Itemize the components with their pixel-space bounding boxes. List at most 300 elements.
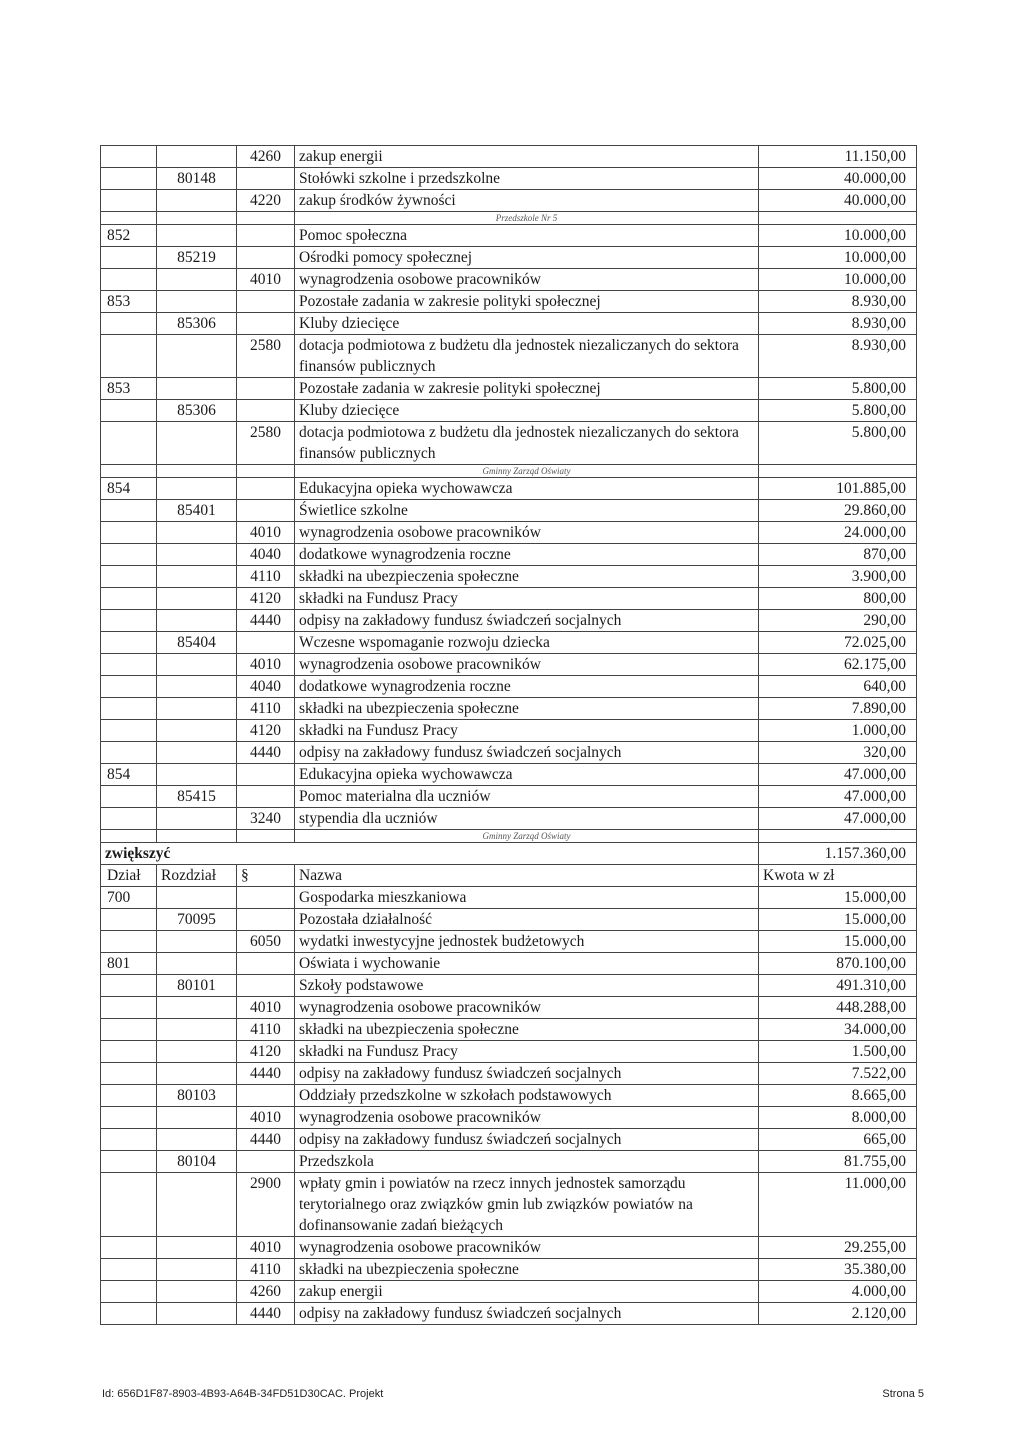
chapter-cell: 80104 [157,1151,237,1173]
chapter-cell [157,997,237,1019]
paragraph-cell [237,478,295,500]
amount-cell: 47.000,00 [759,786,917,808]
division-cell [101,1107,157,1129]
paragraph-cell [237,632,295,654]
paragraph-cell: 4040 [237,676,295,698]
chapter-cell: 85219 [157,247,237,269]
paragraph-cell [237,953,295,975]
name-cell: składki na Fundusz Pracy [295,720,759,742]
amount-cell: 640,00 [759,676,917,698]
increase-label: zwiększyć [101,843,759,865]
paragraph-cell: 4110 [237,698,295,720]
division-cell [101,190,157,212]
division-cell [101,909,157,931]
amount-cell: 491.310,00 [759,975,917,997]
name-cell: Kluby dziecięce [295,313,759,335]
name-cell: dotacja podmiotowa z budżetu dla jednostek niezaliczanych do sektora finansów publicznych [295,422,759,465]
division-cell [101,1281,157,1303]
division-cell [101,400,157,422]
amount-cell: 800,00 [759,588,917,610]
division-cell [101,720,157,742]
table-row [101,588,917,610]
division-cell: 854 [101,478,157,500]
table-row [101,808,917,830]
table-row [101,478,917,500]
name-cell: składki na ubezpieczenia społeczne [295,698,759,720]
name-cell: odpisy na zakładowy fundusz świadczeń socjalnych [295,610,759,632]
division-cell: 801 [101,953,157,975]
increase-total: 1.157.360,00 [759,843,917,865]
amount-cell: 4.000,00 [759,1281,917,1303]
note-spacer [237,212,295,225]
table-row [101,1129,917,1151]
name-cell: składki na Fundusz Pracy [295,588,759,610]
table-row [101,887,917,909]
name-cell: Edukacyjna opieka wychowawcza [295,478,759,500]
paragraph-cell: 4440 [237,742,295,764]
table-row [101,1237,917,1259]
paragraph-cell: 2580 [237,335,295,378]
unit-note: Przedszkole Nr 5 [295,212,759,225]
amount-cell: 10.000,00 [759,225,917,247]
name-cell: składki na ubezpieczenia społeczne [295,1019,759,1041]
table-row [101,1151,917,1173]
table-row [101,997,917,1019]
amount-cell: 15.000,00 [759,909,917,931]
note-spacer [759,830,917,843]
amount-cell: 1.500,00 [759,1041,917,1063]
division-cell [101,698,157,720]
amount-cell: 35.380,00 [759,1259,917,1281]
division-cell [101,786,157,808]
table-row [101,500,917,522]
table-row [101,1259,917,1281]
unit-note-row [101,830,917,843]
paragraph-cell: 4120 [237,720,295,742]
chapter-cell [157,931,237,953]
amount-cell: 15.000,00 [759,931,917,953]
table-row [101,720,917,742]
paragraph-cell [237,1151,295,1173]
division-cell [101,997,157,1019]
chapter-cell [157,544,237,566]
division-cell [101,931,157,953]
division-cell [101,544,157,566]
chapter-cell [157,742,237,764]
paragraph-cell [237,247,295,269]
amount-cell: 81.755,00 [759,1151,917,1173]
amount-cell: 40.000,00 [759,190,917,212]
note-spacer [101,830,157,843]
name-cell: odpisy na zakładowy fundusz świadczeń socjalnych [295,1303,759,1325]
chapter-cell [157,566,237,588]
chapter-cell: 85306 [157,400,237,422]
division-cell [101,269,157,291]
name-cell: dotacja podmiotowa z budżetu dla jednostek niezaliczanych do sektora finansów publicznych [295,335,759,378]
table-row [101,786,917,808]
name-cell: wydatki inwestycyjne jednostek budżetowych [295,931,759,953]
budget-table [100,145,917,1325]
amount-cell: 40.000,00 [759,168,917,190]
name-cell: odpisy na zakładowy fundusz świadczeń socjalnych [295,1129,759,1151]
name-cell: stypendia dla uczniów [295,808,759,830]
chapter-cell [157,146,237,168]
amount-cell: 7.522,00 [759,1063,917,1085]
paragraph-cell: 4260 [237,146,295,168]
chapter-cell [157,378,237,400]
chapter-cell: Rozdział [157,865,237,887]
paragraph-cell: 4010 [237,1237,295,1259]
chapter-cell: 80101 [157,975,237,997]
table-row [101,975,917,997]
amount-cell: 8.665,00 [759,1085,917,1107]
table-row [101,698,917,720]
chapter-cell [157,1173,237,1237]
paragraph-cell: 4010 [237,269,295,291]
amount-cell: 101.885,00 [759,478,917,500]
name-cell: dodatkowe wynagrodzenia roczne [295,544,759,566]
name-cell: wynagrodzenia osobowe pracowników [295,654,759,676]
amount-cell: 62.175,00 [759,654,917,676]
division-cell [101,1237,157,1259]
division-cell: 853 [101,378,157,400]
chapter-cell [157,953,237,975]
paragraph-cell [237,313,295,335]
paragraph-cell: 4440 [237,1063,295,1085]
paragraph-cell [237,764,295,786]
division-cell [101,808,157,830]
division-cell [101,610,157,632]
unit-note: Gminny Zarząd Oświaty [295,830,759,843]
amount-cell: 10.000,00 [759,269,917,291]
division-cell [101,1041,157,1063]
name-cell: wynagrodzenia osobowe pracowników [295,522,759,544]
division-cell [101,313,157,335]
paragraph-cell [237,887,295,909]
table-row [101,522,917,544]
name-cell: zakup energii [295,146,759,168]
chapter-cell: 80148 [157,168,237,190]
name-cell: wynagrodzenia osobowe pracowników [295,1107,759,1129]
name-cell: wynagrodzenia osobowe pracowników [295,269,759,291]
table-row [101,654,917,676]
paragraph-cell [237,975,295,997]
amount-cell: 29.860,00 [759,500,917,522]
division-cell [101,1173,157,1237]
paragraph-cell [237,400,295,422]
division-cell [101,1151,157,1173]
chapter-cell [157,478,237,500]
chapter-cell [157,225,237,247]
chapter-cell [157,764,237,786]
table-row [101,544,917,566]
amount-cell: 8.930,00 [759,335,917,378]
unit-note: Gminny Zarząd Oświaty [295,465,759,478]
paragraph-cell: 4110 [237,566,295,588]
name-cell: Oświata i wychowanie [295,953,759,975]
paragraph-cell [237,1085,295,1107]
division-cell [101,566,157,588]
division-cell: 700 [101,887,157,909]
name-cell: Kluby dziecięce [295,400,759,422]
table-row [101,1063,917,1085]
amount-cell: 15.000,00 [759,887,917,909]
table-row [101,566,917,588]
chapter-cell [157,190,237,212]
chapter-cell: 85415 [157,786,237,808]
table-row [101,247,917,269]
chapter-cell [157,887,237,909]
paragraph-cell: 2900 [237,1173,295,1237]
name-cell: wynagrodzenia osobowe pracowników [295,997,759,1019]
paragraph-cell: 4260 [237,1281,295,1303]
amount-cell: 34.000,00 [759,1019,917,1041]
paragraph-cell: 4010 [237,522,295,544]
amount-cell: 47.000,00 [759,808,917,830]
name-cell: Wczesne wspomaganie rozwoju dziecka [295,632,759,654]
name-cell: zakup środków żywności [295,190,759,212]
unit-note-row [101,212,917,225]
paragraph-cell: 2580 [237,422,295,465]
amount-cell: 10.000,00 [759,247,917,269]
division-cell [101,975,157,997]
amount-cell: 665,00 [759,1129,917,1151]
unit-note-row [101,465,917,478]
division-cell [101,742,157,764]
page-number: Strona 5 [882,1388,924,1400]
division-cell [101,1259,157,1281]
chapter-cell [157,1237,237,1259]
chapter-cell: 85306 [157,313,237,335]
paragraph-cell: 4220 [237,190,295,212]
note-spacer [237,830,295,843]
note-spacer [157,830,237,843]
table-row [101,146,917,168]
chapter-cell [157,1107,237,1129]
name-cell: składki na ubezpieczenia społeczne [295,1259,759,1281]
amount-cell: 11.150,00 [759,146,917,168]
table-row [101,400,917,422]
note-spacer [157,212,237,225]
chapter-cell: 85401 [157,500,237,522]
paragraph-cell [237,168,295,190]
paragraph-cell [237,786,295,808]
chapter-cell [157,1259,237,1281]
amount-cell: 8.000,00 [759,1107,917,1129]
note-spacer [157,465,237,478]
note-spacer [101,465,157,478]
chapter-cell: 70095 [157,909,237,931]
name-cell: wpłaty gmin i powiatów na rzecz innych jednostek samorządu terytorialnego oraz związków gmin lub związków powiatów na dofinansowanie zadań bieżących [295,1173,759,1237]
name-cell: Pomoc społeczna [295,225,759,247]
table-row [101,335,917,378]
paragraph-cell: 4440 [237,1303,295,1325]
name-cell: Pozostała działalność [295,909,759,931]
paragraph-cell: 4120 [237,1041,295,1063]
paragraph-cell: 4040 [237,544,295,566]
paragraph-cell [237,500,295,522]
division-cell [101,588,157,610]
chapter-cell [157,422,237,465]
table-row [101,953,917,975]
paragraph-cell [237,291,295,313]
division-cell [101,146,157,168]
amount-cell: 320,00 [759,742,917,764]
amount-cell: 5.800,00 [759,422,917,465]
note-spacer [101,212,157,225]
table-header-row [101,865,917,887]
amount-cell: 47.000,00 [759,764,917,786]
division-cell [101,1303,157,1325]
table-row [101,291,917,313]
paragraph-cell: § [237,865,295,887]
amount-cell: 1.000,00 [759,720,917,742]
division-cell [101,247,157,269]
amount-cell: 290,00 [759,610,917,632]
amount-cell: 24.000,00 [759,522,917,544]
table-row [101,632,917,654]
name-cell: składki na ubezpieczenia społeczne [295,566,759,588]
chapter-cell [157,1281,237,1303]
paragraph-cell [237,378,295,400]
table-row [101,610,917,632]
amount-cell: 448.288,00 [759,997,917,1019]
name-cell: wynagrodzenia osobowe pracowników [295,1237,759,1259]
note-spacer [759,465,917,478]
paragraph-cell: 4120 [237,588,295,610]
table-row [101,225,917,247]
name-cell: Stołówki szkolne i przedszkolne [295,168,759,190]
paragraph-cell: 4010 [237,1107,295,1129]
division-cell [101,422,157,465]
paragraph-cell: 4440 [237,610,295,632]
table-row [101,764,917,786]
division-cell [101,654,157,676]
chapter-cell [157,698,237,720]
table-row [101,1281,917,1303]
division-cell [101,168,157,190]
name-cell: Pomoc materialna dla uczniów [295,786,759,808]
chapter-cell [157,1041,237,1063]
division-cell [101,1019,157,1041]
chapter-cell [157,654,237,676]
amount-cell: 8.930,00 [759,313,917,335]
name-cell: Ośrodki pomocy społecznej [295,247,759,269]
document-id: Id: 656D1F87-8903-4B93-A64B-34FD51D30CAC. Projekt [102,1388,384,1400]
division-cell [101,1063,157,1085]
paragraph-cell: 6050 [237,931,295,953]
division-cell [101,522,157,544]
chapter-cell [157,1063,237,1085]
amount-cell: 8.930,00 [759,291,917,313]
chapter-cell [157,1129,237,1151]
name-cell: Oddziały przedszkolne w szkołach podstawowych [295,1085,759,1107]
paragraph-cell: 4010 [237,654,295,676]
chapter-cell [157,1303,237,1325]
division-cell [101,500,157,522]
amount-cell: 11.000,00 [759,1173,917,1237]
name-cell: odpisy na zakładowy fundusz świadczeń socjalnych [295,1063,759,1085]
amount-cell: 7.890,00 [759,698,917,720]
chapter-cell [157,808,237,830]
name-cell: Szkoły podstawowe [295,975,759,997]
name-cell: zakup energii [295,1281,759,1303]
table-row [101,422,917,465]
amount-cell: Kwota w zł [759,865,917,887]
name-cell: odpisy na zakładowy fundusz świadczeń socjalnych [295,742,759,764]
name-cell: dodatkowe wynagrodzenia roczne [295,676,759,698]
chapter-cell [157,269,237,291]
paragraph-cell: 4440 [237,1129,295,1151]
name-cell: składki na Fundusz Pracy [295,1041,759,1063]
amount-cell: 870,00 [759,544,917,566]
chapter-cell [157,522,237,544]
table-row [101,1041,917,1063]
division-cell: 853 [101,291,157,313]
table-row [101,168,917,190]
chapter-cell [157,1019,237,1041]
chapter-cell [157,720,237,742]
budget-table-body [101,146,917,1325]
name-cell: Gospodarka mieszkaniowa [295,887,759,909]
amount-cell: 5.800,00 [759,378,917,400]
amount-cell: 3.900,00 [759,566,917,588]
table-row [101,1019,917,1041]
table-row [101,676,917,698]
name-cell: Edukacyjna opieka wychowawcza [295,764,759,786]
table-row [101,1173,917,1237]
paragraph-cell: 4010 [237,997,295,1019]
table-row [101,313,917,335]
amount-cell: 5.800,00 [759,400,917,422]
name-cell: Pozostałe zadania w zakresie polityki społecznej [295,378,759,400]
amount-cell: 72.025,00 [759,632,917,654]
amount-cell: 870.100,00 [759,953,917,975]
division-cell [101,1129,157,1151]
division-cell: 852 [101,225,157,247]
name-cell: Świetlice szkolne [295,500,759,522]
paragraph-cell: 3240 [237,808,295,830]
name-cell: Nazwa [295,865,759,887]
table-row [101,378,917,400]
amount-cell: 2.120,00 [759,1303,917,1325]
division-cell: Dział [101,865,157,887]
chapter-cell [157,291,237,313]
division-cell [101,676,157,698]
table-row [101,1085,917,1107]
table-row [101,909,917,931]
paragraph-cell [237,225,295,247]
table-row [101,1107,917,1129]
table-row [101,931,917,953]
chapter-cell [157,676,237,698]
increase-total-row [101,843,917,865]
division-cell [101,1085,157,1107]
paragraph-cell: 4110 [237,1019,295,1041]
table-row [101,190,917,212]
chapter-cell [157,610,237,632]
name-cell: Przedszkola [295,1151,759,1173]
chapter-cell: 80103 [157,1085,237,1107]
division-cell [101,335,157,378]
table-row [101,269,917,291]
note-spacer [237,465,295,478]
division-cell [101,632,157,654]
chapter-cell: 85404 [157,632,237,654]
table-row [101,742,917,764]
division-cell: 854 [101,764,157,786]
paragraph-cell [237,909,295,931]
